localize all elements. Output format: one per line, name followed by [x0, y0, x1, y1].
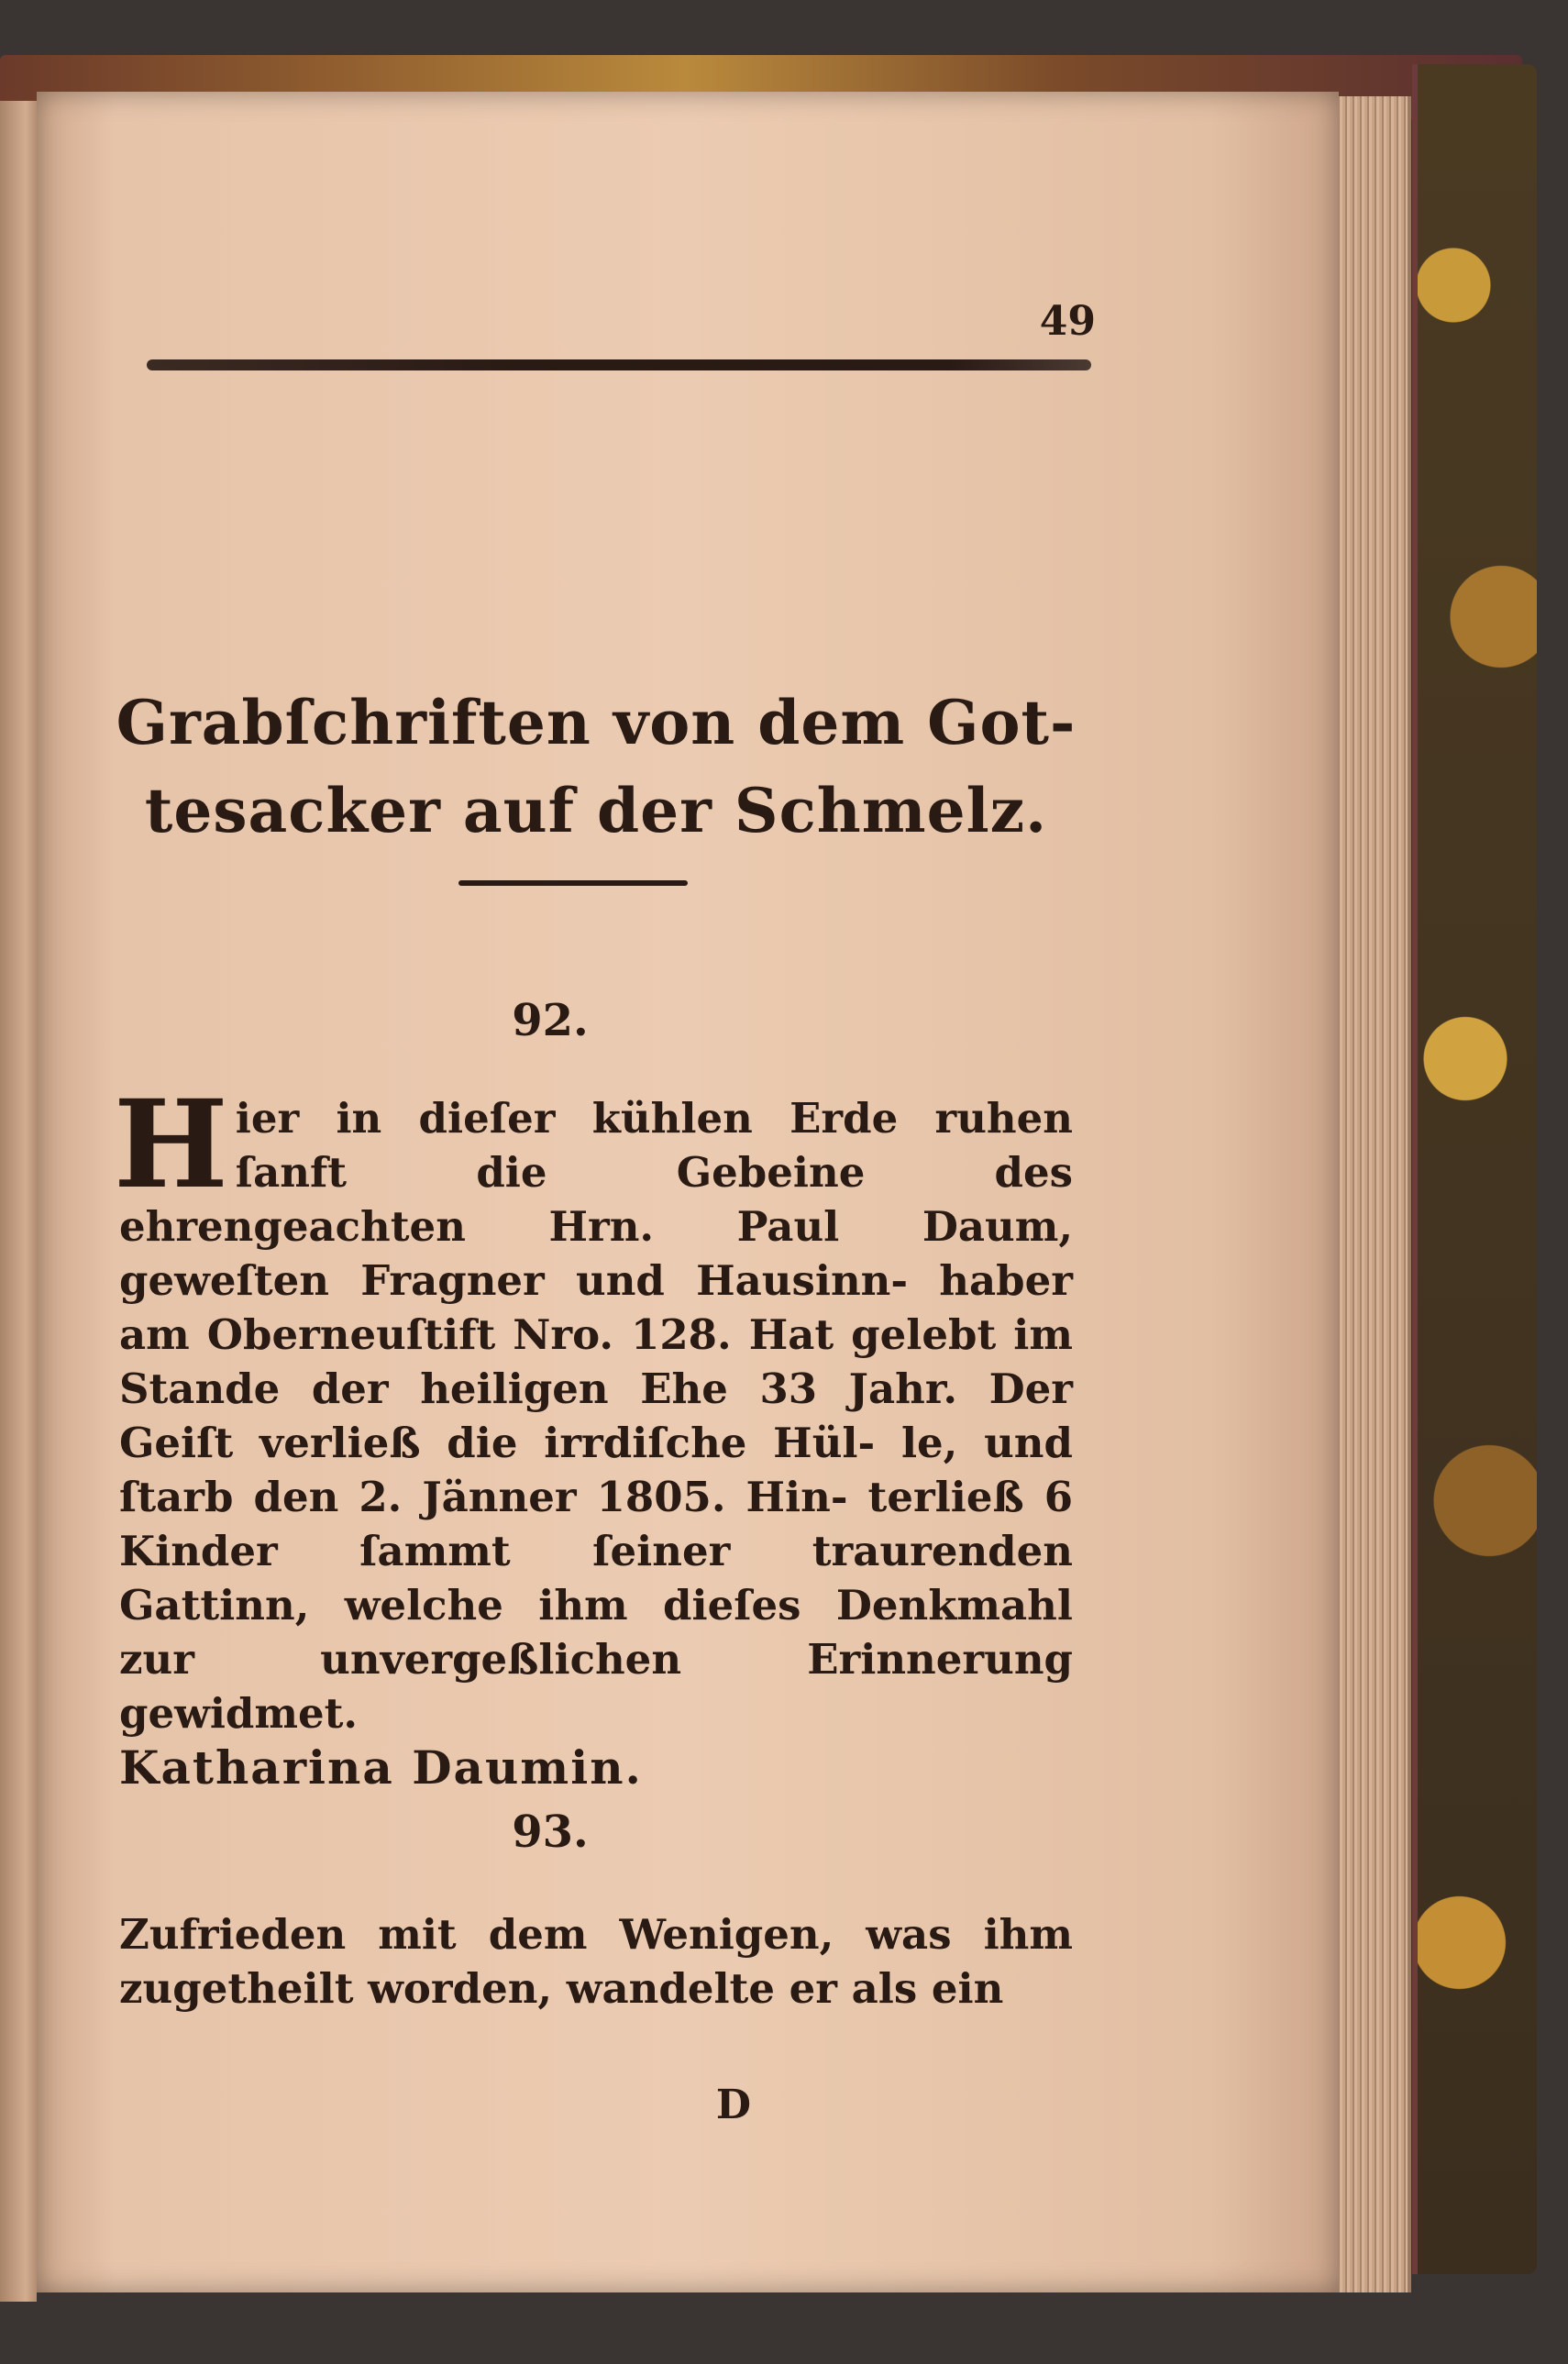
page-content	[37, 92, 1339, 2292]
header-rule	[147, 359, 1091, 370]
entry-number: 92.	[512, 995, 589, 1046]
signature-text: Katharina Daumin.	[119, 1740, 643, 1795]
epitaph-signature	[119, 1740, 1073, 1795]
drop-initial: H	[114, 1074, 228, 1216]
facing-page-edge	[0, 101, 37, 2302]
epitaph-text: Zufrieden mit dem Wenigen, was ihm zugetheilt worden, wandelte er als ein	[119, 1910, 1073, 2013]
title-rule	[458, 880, 688, 886]
entry-number: 93.	[512, 1806, 589, 1858]
section-title: Grabſchriften von dem Got‑ tesacker auf der Schmelz.	[116, 687, 1077, 846]
epitaph-body: ier in dieſer kühlen Erde ruhen ſanft die Gebeine des ehrengeachten Hrn. Paul Daum, geweſten Fragner und Hausinn‑ haber am Oberneuſtift Nro. 128. Hat gelebt im Stande der heiligen Ehe 33 Jahr. Der Geiſt verließ die irrdiſche Hül‑ le, und ſtarb den 2. Jänner 1805. Hin‑ terließ 6 Kinder ſammt ſeiner traurenden Gattinn, welche ihm dieſes Denkmahl zur unvergeßlichen Erinnerung gewidmet.	[119, 1094, 1073, 1738]
page-number: 49	[1039, 298, 1096, 345]
book-page	[37, 92, 1339, 2292]
catchword: D	[715, 2082, 752, 2128]
marbled-cover	[1412, 64, 1537, 2274]
epitaph-text	[114, 1074, 1073, 1795]
